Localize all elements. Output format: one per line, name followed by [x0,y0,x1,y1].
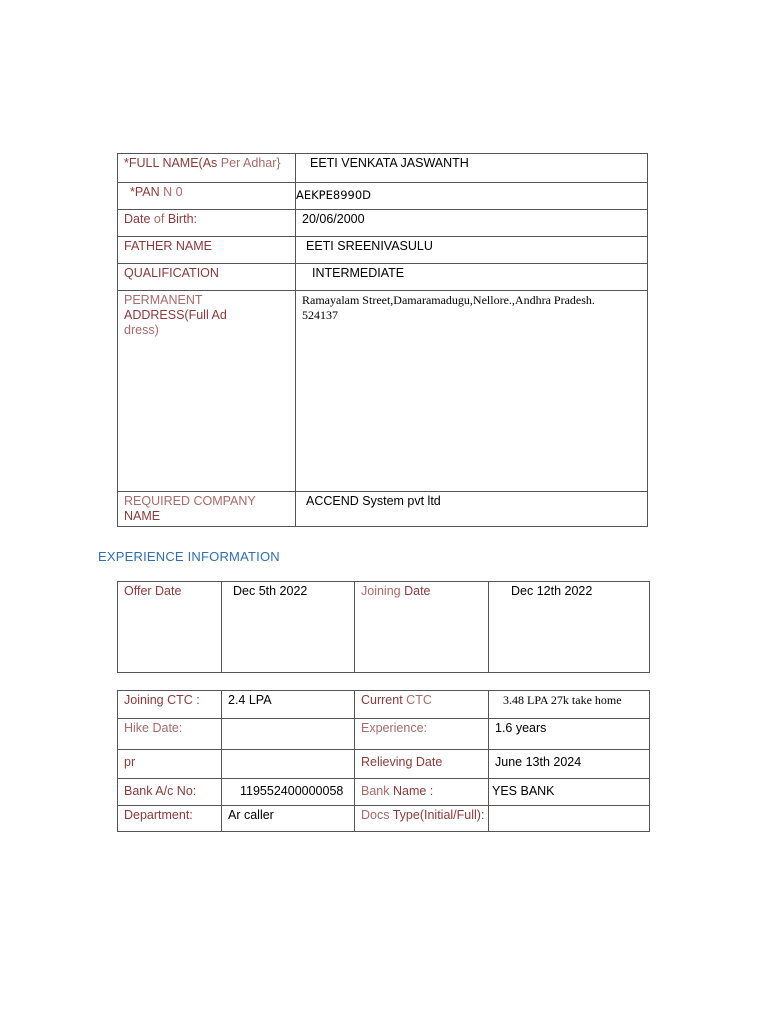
pan-value: AEKPE8990D [296,183,648,210]
personal-details-table [117,153,648,527]
full-name-value: EETI VENKATA JASWANTH [296,154,648,183]
current-ctc-value: 3.48 LPA 27k take home [489,691,650,719]
pan-row [118,183,648,210]
company-label: REQUIRED COMPANY NAME [118,492,296,527]
relieving-date-value: June 13th 2024 [489,750,650,779]
address-row [118,291,648,492]
experience-value: 1.6 years [489,719,650,750]
full-name-label: *FULL NAME(As Per Adhar} [118,154,296,183]
relieving-date-label: Relieving Date [355,750,489,779]
department-value: Ar caller [222,806,355,832]
company-value: ACCEND System pvt ltd [296,492,648,527]
joining-date-value: Dec 12th 2022 [489,582,650,673]
offer-date-value: Dec 5th 2022 [222,582,355,673]
full-name-row [118,154,648,183]
pr-value [222,750,355,779]
company-row [118,492,648,527]
hike-date-value [222,719,355,750]
joining-ctc-label: Joining CTC : [118,691,222,719]
pr-label: pr [118,750,222,779]
joining-date-label: Joining Date [355,582,489,673]
department-row [118,806,650,832]
dob-row [118,210,648,237]
dob-value: 20/06/2000 [296,210,648,237]
bank-ac-value: 119552400000058 [222,779,355,806]
address-label: PERMANENT ADDRESS(Full Ad dress) [118,291,296,492]
joining-ctc-value: 2.4 LPA [222,691,355,719]
docs-type-value [489,806,650,832]
father-row [118,237,648,264]
hike-row [118,719,650,750]
offer-joining-table [117,581,650,673]
dob-label: Date of Birth: [118,210,296,237]
experience-label: Experience: [355,719,489,750]
qualification-label: QUALIFICATION [118,264,296,291]
offer-joining-row [118,582,650,673]
father-label: FATHER NAME [118,237,296,264]
section-title-experience: EXPERIENCE INFORMATION [98,549,280,564]
address-value: Ramayalam Street,Damaramadugu,Nellore.,Andhra Pradesh. 524137 [296,291,648,492]
employment-details-table [117,690,650,832]
hike-date-label: Hike Date: [118,719,222,750]
docs-type-label: Docs Type(Initial/Full): [355,806,489,832]
current-ctc-label: Current CTC [355,691,489,719]
bank-ac-label: Bank A/c No: [118,779,222,806]
father-value: EETI SREENIVASULU [296,237,648,264]
bank-name-label: Bank Name : [355,779,489,806]
offer-date-label: Offer Date [118,582,222,673]
qualification-value: INTERMEDIATE [296,264,648,291]
department-label: Department: [118,806,222,832]
pr-row [118,750,650,779]
bank-name-value: YES BANK [489,779,650,806]
ctc-row [118,691,650,719]
pan-label: *PAN N 0 [118,183,296,210]
bank-row [118,779,650,806]
qualification-row [118,264,648,291]
